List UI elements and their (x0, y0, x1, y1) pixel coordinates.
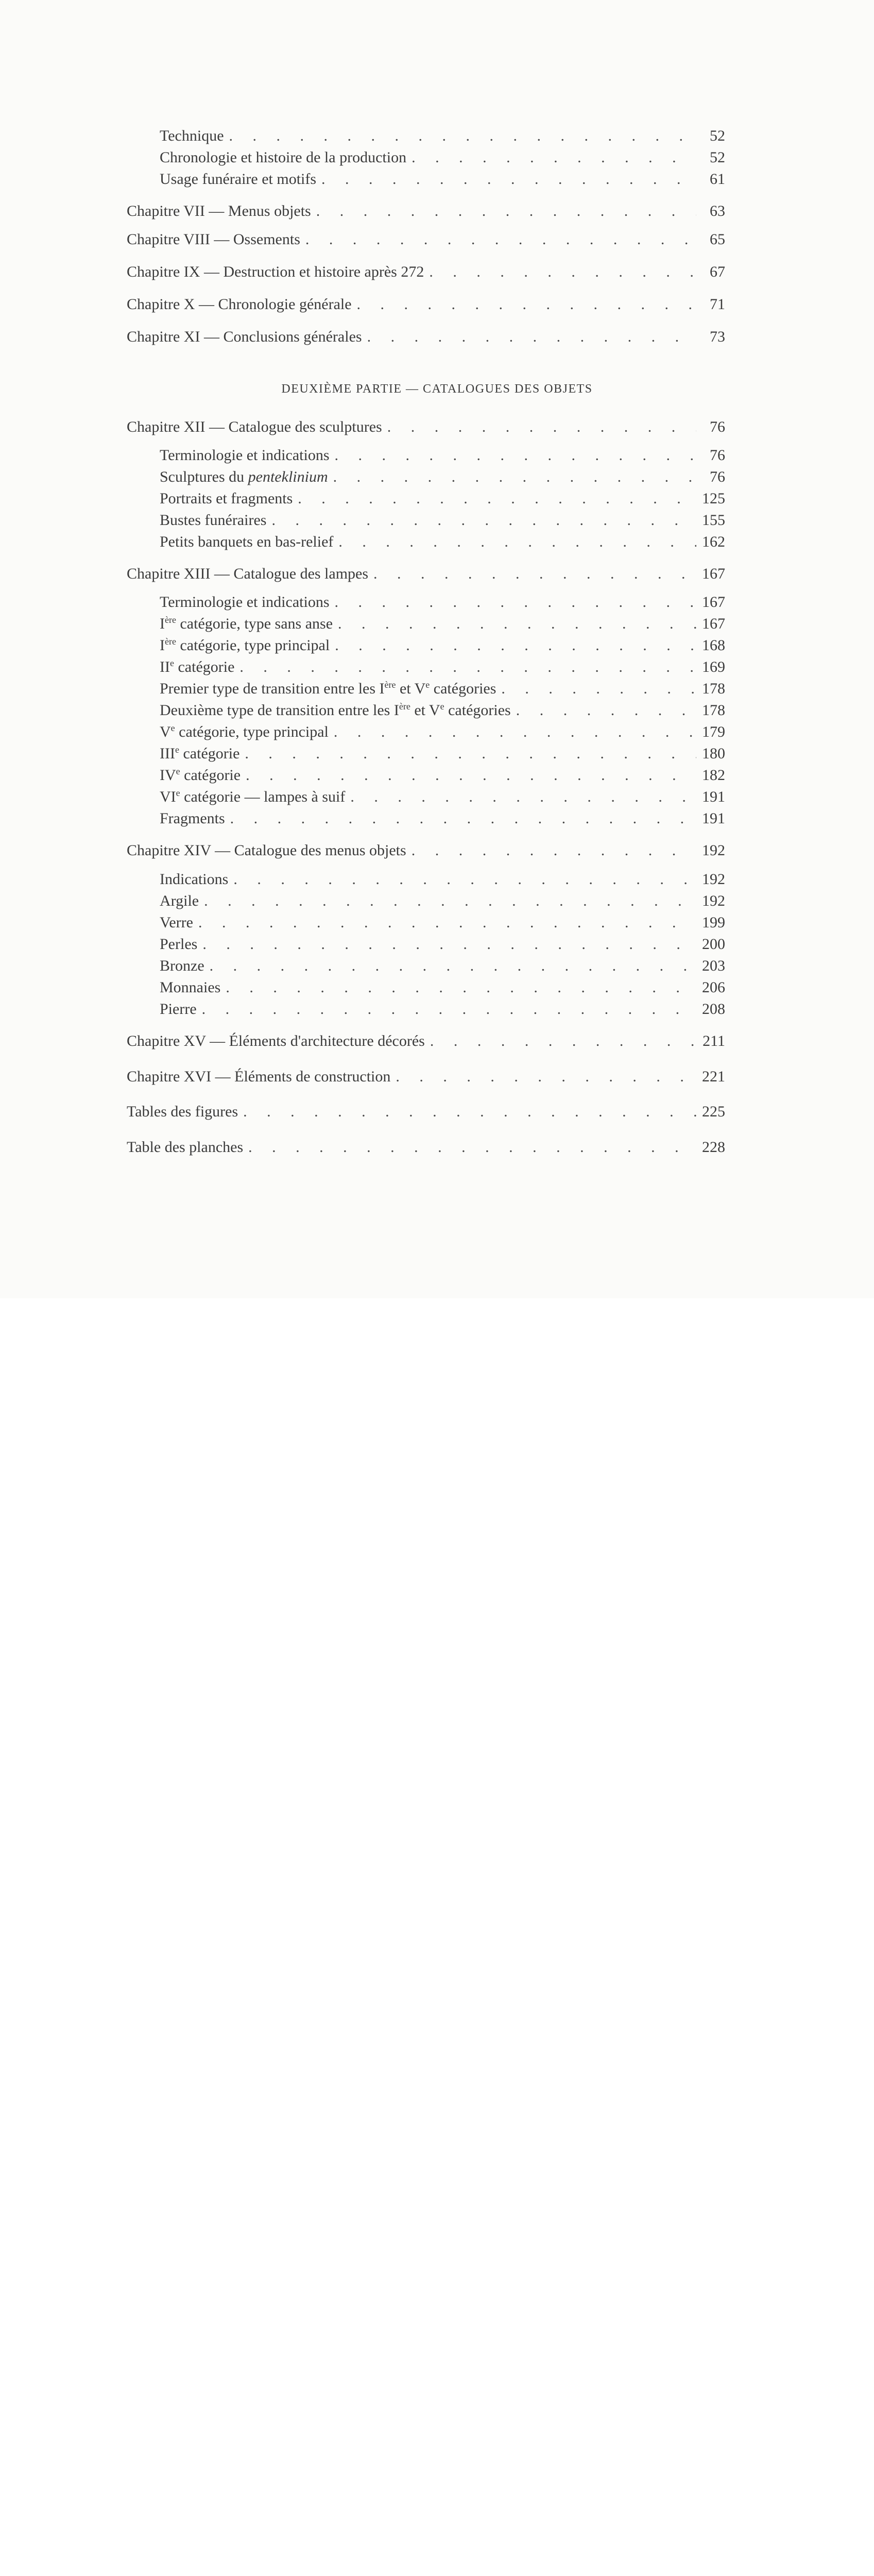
toc-chapter (127, 202, 725, 220)
toc-entry-page: 191 (702, 810, 725, 827)
toc-entry-page: 192 (702, 892, 725, 909)
dot-leader (226, 979, 696, 996)
toc-entry-page: 76 (710, 468, 725, 485)
toc-chapter (127, 263, 725, 281)
toc-entry (160, 490, 725, 507)
toc-chapter (127, 1068, 725, 1086)
toc-entry-page: 178 (702, 680, 725, 697)
dot-leader (316, 202, 696, 220)
dot-leader (198, 914, 696, 931)
dot-leader (412, 149, 696, 166)
toc-entry-title: Technique (160, 127, 224, 144)
toc-entry-page: 203 (702, 957, 725, 974)
dot-leader (338, 615, 696, 633)
toc-chapter-title: Table des planches (127, 1139, 244, 1156)
toc-chapter-page: 228 (702, 1139, 725, 1156)
toc-chapter-page: 65 (710, 231, 725, 248)
toc-entry-title: Deuxième type de transition entre les Ière et Ve catégories (160, 701, 511, 719)
toc-chapter (127, 231, 725, 248)
toc-chapter-page: 211 (702, 1032, 725, 1049)
toc-entry-title: IIIe catégorie (160, 744, 240, 762)
toc-entry-page: 168 (702, 637, 725, 654)
toc-entry (160, 149, 725, 166)
toc-entry-page: 155 (702, 512, 725, 529)
toc-entry (160, 892, 725, 910)
dot-leader (335, 447, 697, 464)
toc-entry-page: 167 (702, 594, 725, 611)
toc-entry-title: Bustes funéraires (160, 512, 267, 529)
toc-entry-page: 52 (710, 127, 725, 144)
dot-leader (245, 745, 696, 762)
toc-chapter-title: Chapitre X — Chronologie générale (127, 296, 352, 313)
dot-leader (246, 767, 696, 784)
toc-chapter-page: 221 (702, 1068, 725, 1085)
toc-chapter-page: 76 (710, 418, 725, 435)
toc-entry-title: Indications (160, 871, 229, 888)
toc-entry (160, 914, 725, 931)
toc-entry (160, 594, 725, 611)
toc-entry-title: Pierre (160, 1001, 197, 1018)
dot-leader (429, 263, 696, 281)
toc-entry (160, 723, 725, 741)
toc-entry-title: VIe catégorie — lampes à suif (160, 788, 346, 805)
toc-entry (160, 468, 725, 486)
dot-leader (396, 1068, 696, 1086)
italic-term: penteklinium (248, 468, 328, 485)
toc-chapter-title: Chapitre IX — Destruction et histoire après 272 (127, 263, 424, 280)
dot-leader (350, 788, 696, 806)
toc-entry-page: 61 (710, 171, 725, 188)
toc-entry-title: Verre (160, 914, 193, 931)
dot-leader (338, 533, 696, 551)
toc-entry (160, 936, 725, 953)
toc-entry (160, 658, 725, 676)
dot-leader (334, 723, 696, 741)
dot-leader (373, 565, 696, 583)
toc-entry (160, 957, 725, 975)
toc-chapter-title: Tables des figures (127, 1103, 238, 1120)
toc-entry-title: Bronze (160, 957, 204, 974)
toc-entry-title: Monnaies (160, 979, 221, 996)
toc-entry-title: Ière catégorie, type sans anse (160, 615, 333, 632)
dot-leader (202, 1001, 696, 1018)
dot-leader (387, 418, 696, 436)
toc-entry (160, 447, 725, 464)
toc-chapter-page: 63 (710, 202, 725, 219)
toc-entry-title: Argile (160, 892, 199, 909)
toc-chapter (127, 565, 725, 583)
dot-leader (305, 231, 696, 248)
toc-chapter (127, 1103, 725, 1121)
toc-entry-page: 125 (702, 490, 725, 507)
dot-leader (357, 296, 696, 313)
dot-leader (271, 512, 696, 529)
toc-entry-title: Terminologie et indications (160, 594, 330, 611)
dot-leader (229, 127, 696, 145)
toc-entry (160, 745, 725, 762)
dot-leader (204, 892, 696, 910)
digitization-footer (0, 1298, 874, 1362)
toc-entry-page: 167 (702, 615, 725, 632)
toc-chapter-title: Chapitre XII — Catalogue des sculptures (127, 418, 382, 435)
dot-leader (321, 171, 696, 188)
dot-leader (243, 1103, 696, 1121)
toc-entry-page: 206 (702, 979, 725, 996)
dot-leader (248, 1139, 696, 1156)
toc-entry-page: 178 (702, 702, 725, 719)
toc-entry (160, 702, 725, 719)
dot-leader (239, 658, 696, 676)
toc-chapter-page: 67 (710, 263, 725, 280)
toc-entry (160, 533, 725, 551)
toc-chapter (127, 296, 725, 313)
toc-entry-page: 162 (702, 533, 725, 550)
toc-entry-title: Sculptures du penteklinium (160, 468, 328, 485)
toc-entry (160, 615, 725, 633)
toc-chapter-page: 225 (702, 1103, 725, 1120)
toc-entry-title: Ve catégorie, type principal (160, 723, 329, 740)
toc-chapter (127, 842, 725, 859)
toc-entry (160, 767, 725, 784)
toc-chapter-title: Chapitre VIII — Ossements (127, 231, 300, 248)
toc-entry (160, 788, 725, 806)
toc-entry (160, 1001, 725, 1018)
toc-entry-title: Chronologie et histoire de la production (160, 149, 407, 166)
toc-chapter-title: Chapitre XVI — Éléments de construction (127, 1068, 391, 1085)
toc-entry-page: 199 (702, 914, 725, 931)
toc-chapter-title: Chapitre XI — Conclusions générales (127, 328, 362, 345)
toc-entry (160, 512, 725, 529)
toc-entry-page: 52 (710, 149, 725, 166)
dot-leader (233, 871, 696, 888)
toc-chapter-title: Chapitre XV — Éléments d'architecture décorés (127, 1032, 425, 1049)
toc-entry-title: Perles (160, 936, 198, 953)
toc-entry-title: Portraits et fragments (160, 490, 293, 507)
toc-entry (160, 680, 725, 698)
toc-chapter-title: Chapitre XIII — Catalogue des lampes (127, 565, 369, 582)
toc-entry (160, 871, 725, 888)
toc-entry (160, 127, 725, 145)
toc-chapter-page: 192 (702, 842, 725, 859)
toc-entry (160, 979, 725, 996)
dot-leader (412, 842, 696, 859)
dot-leader (230, 810, 696, 827)
dot-leader (501, 680, 696, 698)
toc-entry-page: 76 (710, 447, 725, 464)
toc-entry-title: IVe catégorie (160, 766, 241, 784)
toc-chapter (127, 1139, 725, 1156)
toc-entry-page: 200 (702, 936, 725, 953)
toc-entry-page: 179 (702, 723, 725, 740)
toc-entry-page: 208 (702, 1001, 725, 1018)
toc-entry-title: Terminologie et indications (160, 447, 330, 464)
toc-entry (160, 171, 725, 188)
part-heading: DEUXIÈME PARTIE — CATALOGUES DES OBJETS (281, 382, 593, 396)
toc-entry-title: Petits banquets en bas-relief (160, 533, 334, 550)
toc-entry-title: IIe catégorie (160, 658, 235, 675)
toc-entry-page: 169 (702, 658, 725, 675)
dot-leader (335, 594, 697, 611)
dot-leader (516, 702, 696, 719)
toc-entry-page: 180 (702, 745, 725, 762)
toc-entry-page: 192 (702, 871, 725, 888)
toc-entry-title: Fragments (160, 810, 225, 827)
dot-leader (210, 957, 696, 975)
toc-entry-title: Usage funéraire et motifs (160, 171, 317, 188)
dot-leader (202, 936, 696, 953)
toc-chapter-title: Chapitre XIV — Catalogue des menus objets (127, 842, 406, 859)
dot-leader (335, 637, 696, 654)
toc-chapter-page: 73 (710, 328, 725, 345)
toc-entry (160, 637, 725, 654)
toc-chapter-page: 71 (710, 296, 725, 313)
dot-leader (298, 490, 696, 507)
toc-chapter (127, 1032, 725, 1050)
toc-entry-title: Premier type de transition entre les Ière et Ve catégories (160, 680, 496, 697)
toc-entry (160, 810, 725, 827)
toc-entry-page: 191 (702, 788, 725, 805)
toc-entry-page: 182 (702, 767, 725, 784)
dot-leader (430, 1032, 696, 1050)
toc-entry-title: Ière catégorie, type principal (160, 636, 330, 654)
dot-leader (367, 328, 696, 346)
dot-leader (333, 468, 696, 486)
toc-chapter-page: 167 (702, 565, 725, 582)
toc-chapter (127, 328, 725, 346)
toc-chapter (127, 418, 725, 436)
toc-chapter-title: Chapitre VII — Menus objets (127, 202, 311, 219)
